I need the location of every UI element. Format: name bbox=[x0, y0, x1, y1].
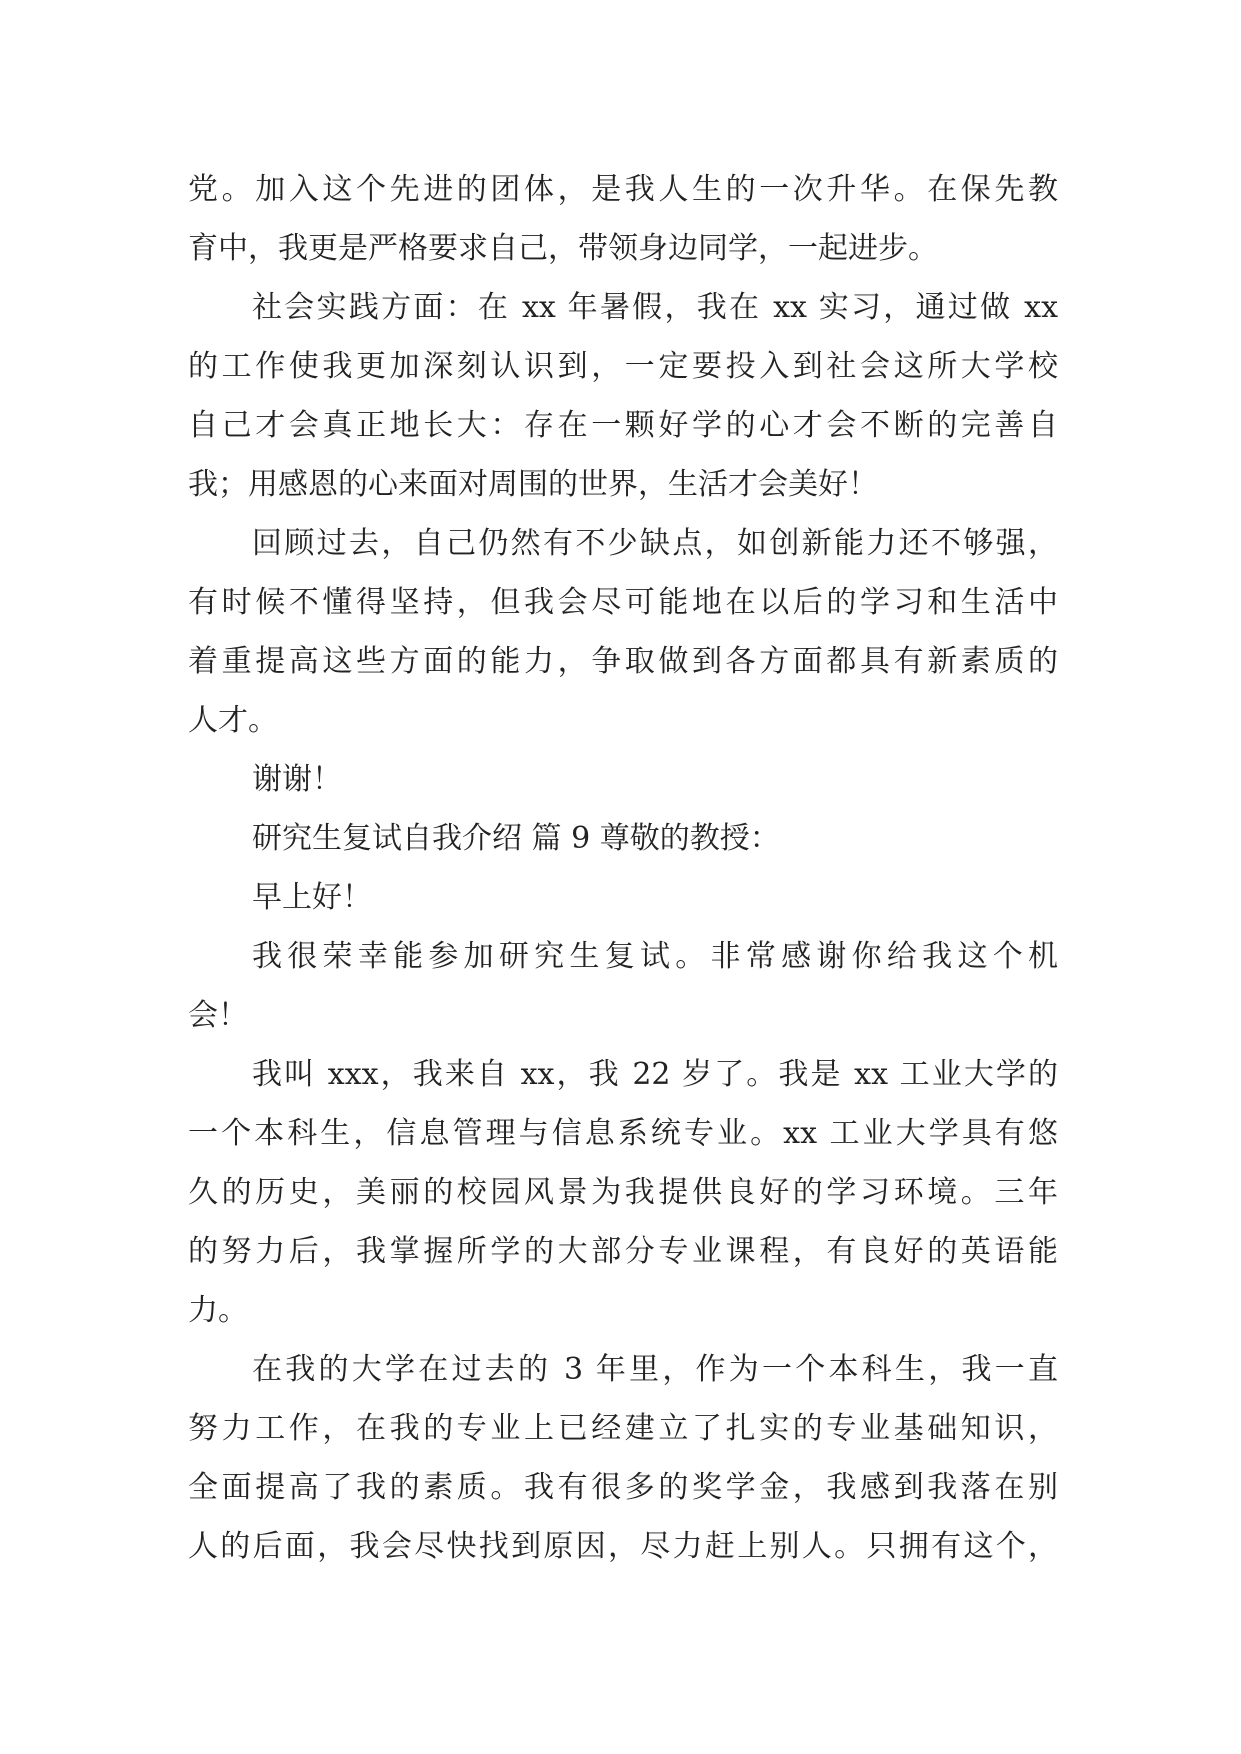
text-line: 我叫 xxx，我来自 xx，我 22 岁了。我是 xx 工业大学的 bbox=[252, 1057, 1058, 1092]
text-line: 在我的大学在过去的 3 年里，作为一个本科生，我一直 bbox=[252, 1352, 1058, 1387]
document-body bbox=[188, 160, 1058, 1576]
text-line: 早上好！ bbox=[252, 880, 372, 915]
text-line: 努力工作，在我的专业上已经建立了扎实的专业基础知识， bbox=[188, 1411, 1058, 1446]
text-line: 我；用感恩的心来面对周围的世界，生活才会美好！ bbox=[188, 467, 878, 502]
text-line: 有时候不懂得坚持，但我会尽可能地在以后的学习和生活中 bbox=[188, 585, 1058, 620]
text-line: 全面提高了我的素质。我有很多的奖学金，我感到我落在别 bbox=[188, 1470, 1058, 1505]
text-line: 社会实践方面：在 xx 年暑假，我在 xx 实习，通过做 xx bbox=[252, 290, 1058, 325]
text-line: 谢谢！ bbox=[252, 762, 342, 797]
text-line: 的努力后，我掌握所学的大部分专业课程，有良好的英语能 bbox=[188, 1234, 1058, 1269]
text-line: 回顾过去，自己仍然有不少缺点，如创新能力还不够强， bbox=[252, 526, 1058, 561]
text-line: 着重提高这些方面的能力，争取做到各方面都具有新素质的 bbox=[188, 644, 1058, 679]
text-line: 人才。 bbox=[188, 703, 278, 738]
text-line: 人的后面，我会尽快找到原因，尽力赶上别人。只拥有这个， bbox=[188, 1529, 1058, 1564]
text-line: 一个本科生，信息管理与信息系统专业。xx 工业大学具有悠 bbox=[188, 1116, 1058, 1151]
text-line: 研究生复试自我介绍 篇 9 尊敬的教授： bbox=[252, 821, 780, 856]
text-line: 我很荣幸能参加研究生复试。非常感谢你给我这个机 bbox=[252, 939, 1058, 974]
text-line: 自己才会真正地长大：存在一颗好学的心才会不断的完善自 bbox=[188, 408, 1058, 443]
text-line: 久的历史，美丽的校园风景为我提供良好的学习环境。三年 bbox=[188, 1175, 1058, 1210]
text-line: 会！ bbox=[188, 998, 248, 1033]
text-line: 育中，我更是严格要求自己，带领身边同学，一起进步。 bbox=[188, 231, 938, 266]
text-line: 力。 bbox=[188, 1293, 248, 1328]
text-line: 的工作使我更加深刻认识到，一定要投入到社会这所大学校 bbox=[188, 349, 1058, 384]
text-line: 党。加入这个先进的团体，是我人生的一次升华。在保先教 bbox=[188, 172, 1058, 207]
